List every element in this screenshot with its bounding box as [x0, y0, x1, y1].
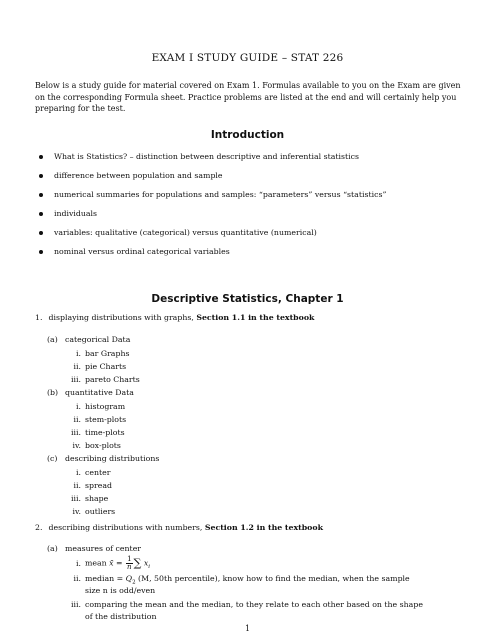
item-text: describing distributions with numbers,: [48, 523, 205, 532]
subitem-letter: (c): [47, 454, 58, 463]
mean-label: mean: [85, 558, 110, 568]
bullet-dot-icon: [39, 212, 43, 216]
subitem-text: categorical Data: [65, 335, 131, 344]
subitem-letter: (a): [47, 544, 58, 553]
roman-item: [65, 507, 115, 517]
roman-item: [65, 494, 108, 504]
roman-item-mean: [65, 556, 150, 572]
median-text: (M, 50th percentile), know how to find the median, when the sample: [135, 574, 410, 583]
roman-text: pareto Charts: [85, 375, 140, 384]
median-prefix: median =: [85, 574, 126, 583]
roman-item: [65, 362, 126, 372]
bullet-dot-icon: [39, 250, 43, 254]
item-section-reference: Section 1.1 in the textbook: [196, 313, 315, 322]
median-q-subscript: 2: [132, 579, 136, 586]
bullet-dot-icon: [39, 174, 43, 178]
roman-text: spread: [85, 481, 112, 490]
outline-item-1: [35, 313, 314, 323]
introduction-bullet-list: [38, 152, 463, 266]
roman-item: [65, 468, 110, 478]
subitem-letter: (a): [47, 335, 58, 344]
roman-text: stem-plots: [85, 415, 127, 424]
subitem-letter: (b): [47, 388, 59, 397]
roman-numeral: iii.: [71, 600, 81, 609]
section-heading-descriptive-statistics: Descriptive Statistics, Chapter 1: [151, 293, 344, 305]
bullet-item: [38, 209, 463, 228]
intro-paragraph: Below is a study guide for material covered on Exam 1. Formulas available to you on the Exam are given on the corresponding Formula sheet. Practice problems are listed at the end and will certainly help you preparing for the test.: [35, 81, 461, 113]
median-continuation: size n is odd/even: [85, 586, 156, 595]
roman-text: pie Charts: [85, 362, 127, 371]
bullet-text: difference between population and sample: [54, 171, 223, 180]
roman-numeral: ii.: [73, 481, 81, 490]
subitem-b-quantitative: [47, 388, 134, 398]
roman-numeral: i.: [76, 402, 81, 411]
bullet-dot-icon: [39, 193, 43, 197]
bullet-item: [38, 171, 463, 190]
roman-numeral: iv.: [72, 441, 81, 450]
bullet-item: [38, 247, 463, 266]
compare-continuation: of the distribution: [85, 612, 157, 621]
bullet-text: individuals: [54, 209, 98, 218]
outline-item-2: [35, 523, 323, 533]
roman-numeral: i.: [76, 468, 81, 477]
mean-equals: =: [113, 558, 126, 568]
roman-item-compare: [65, 600, 423, 610]
roman-text: time-plots: [85, 428, 125, 437]
bullet-dot-icon: [39, 155, 43, 159]
subitem-text: describing distributions: [65, 454, 160, 463]
page-title: EXAM I STUDY GUIDE – STAT 226: [151, 52, 344, 64]
roman-item: [65, 415, 126, 425]
roman-item: [65, 481, 112, 491]
item-number: 1.: [35, 313, 43, 322]
roman-numeral: ii.: [73, 415, 81, 424]
bullet-text: variables: qualitative (categorical) versus quantitative (numerical): [54, 228, 317, 237]
bullet-text: What is Statistics? – distinction between descriptive and inferential statistics: [54, 152, 359, 161]
roman-numeral: iii.: [71, 428, 81, 437]
fraction-denominator: n: [127, 563, 132, 571]
bullet-item: [38, 228, 463, 247]
section-heading-introduction: Introduction: [210, 129, 285, 141]
page-number: 1: [244, 624, 251, 633]
roman-item: [65, 402, 125, 412]
roman-text: center: [85, 468, 111, 477]
item-text: displaying distributions with graphs,: [48, 313, 197, 322]
subitem-a-categorical: [47, 335, 130, 345]
fraction-numerator: 1: [127, 555, 132, 563]
bullet-dot-icon: [39, 231, 43, 235]
summation-symbol: ∑: [133, 556, 142, 570]
roman-item: [65, 349, 129, 359]
roman-numeral: iii.: [71, 494, 81, 503]
median-q: Q: [125, 574, 133, 583]
subitem-c-describing: [47, 454, 159, 464]
roman-item: [65, 375, 140, 385]
bullet-text: numerical summaries for populations and samples: “parameters” versus “statistics”: [54, 190, 387, 199]
roman-text: box-plots: [85, 441, 121, 450]
subitem-a-center: [47, 544, 141, 554]
mean-fraction: [126, 556, 132, 571]
roman-text: bar Graphs: [85, 349, 130, 358]
item-section-reference: Section 1.2 in the textbook: [204, 523, 323, 532]
roman-numeral: ii.: [73, 362, 81, 371]
roman-item: [65, 441, 121, 451]
roman-text: outliers: [85, 507, 116, 516]
roman-item: [65, 428, 125, 438]
mean-xi-subscript: i: [148, 564, 151, 571]
compare-text: comparing the mean and the median, to they relate to each other based on the shape: [85, 600, 423, 609]
subitem-text: measures of center: [65, 544, 142, 553]
bullet-item: [38, 152, 463, 171]
roman-text: histogram: [85, 402, 126, 411]
mean-xbar: x̄: [109, 558, 114, 568]
roman-numeral: iii.: [71, 375, 81, 384]
roman-numeral: i.: [76, 558, 81, 568]
bullet-text: nominal versus ordinal categorical variables: [54, 247, 230, 256]
subitem-text: quantitative Data: [65, 388, 134, 397]
roman-numeral: i.: [76, 349, 81, 358]
item-number: 2.: [35, 523, 43, 532]
roman-numeral: iv.: [72, 507, 81, 516]
roman-numeral: ii.: [73, 574, 81, 583]
mean-xi: x: [143, 558, 149, 568]
roman-text: shape: [85, 494, 109, 503]
bullet-item: [38, 190, 463, 209]
